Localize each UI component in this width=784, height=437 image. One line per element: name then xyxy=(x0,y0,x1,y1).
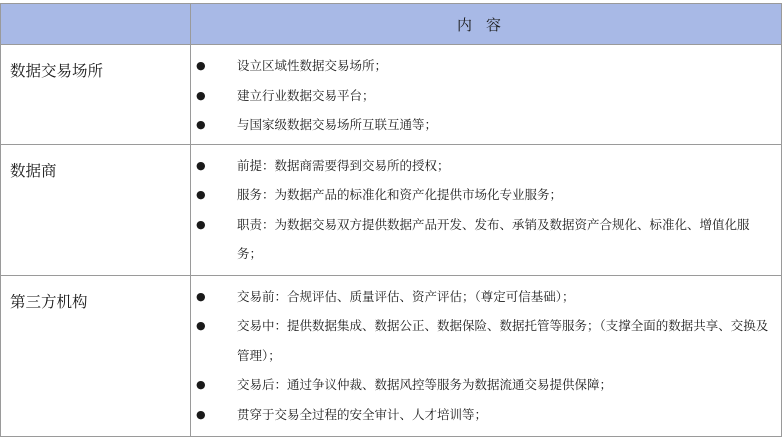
list-item xyxy=(191,210,769,269)
info-table xyxy=(0,3,782,437)
list-item xyxy=(191,311,769,370)
list-item xyxy=(191,151,769,181)
list-item-text: 交易中：提供数据集成、数据公正、数据保险、数据托管等服务；（支撑全面的数据共享、交换及管理）； xyxy=(237,318,769,363)
list-item xyxy=(191,81,769,111)
bullet-icon: ● xyxy=(196,158,206,172)
table-row xyxy=(1,275,782,436)
content-cell xyxy=(191,275,782,436)
list-item xyxy=(191,282,769,312)
bullet-icon: ● xyxy=(196,118,206,131)
list-item-text: 设立区域性数据交易场所； xyxy=(237,58,388,73)
bullet-list xyxy=(191,51,769,140)
bullet-icon: ● xyxy=(196,407,206,421)
bullet-icon: ● xyxy=(196,289,206,303)
bullet-icon: ● xyxy=(196,378,206,391)
bullet-icon: ● xyxy=(196,319,206,332)
list-item-text: 交易后：通过争议仲裁、数据风控等服务为数据流通交易提供保障； xyxy=(237,377,613,392)
list-item xyxy=(191,51,769,81)
content-cell xyxy=(191,45,782,145)
list-item-text: 服务：为数据产品的标准化和资产化提供市场化专业服务； xyxy=(237,187,563,202)
table-row xyxy=(1,144,782,275)
bullet-icon: ● xyxy=(196,188,206,201)
category-cell: 数据商 xyxy=(1,144,191,275)
list-item-text: 贯穿于交易全过程的安全审计、人才培训等； xyxy=(237,406,488,422)
category-cell: 数据交易场所 xyxy=(1,45,191,145)
list-item xyxy=(191,370,769,400)
bullet-list xyxy=(191,151,769,269)
list-item-text: 建立行业数据交易平台； xyxy=(237,87,375,103)
list-item-text: 与国家级数据交易场所互联互通等； xyxy=(237,117,438,132)
bullet-icon: ● xyxy=(196,88,206,102)
bullet-list xyxy=(191,282,769,430)
table-row xyxy=(1,45,782,145)
category-cell: 第三方机构 xyxy=(1,275,191,436)
header-cell-content: 内容 xyxy=(191,4,782,45)
content-cell xyxy=(191,144,782,275)
list-item-text: 交易前：合规评估、质量评估、资产评估；（尊定可信基础）； xyxy=(237,288,575,304)
list-item xyxy=(191,110,769,140)
bullet-icon: ● xyxy=(196,59,206,72)
header-cell-empty xyxy=(1,4,191,45)
list-item xyxy=(191,180,769,210)
header-row xyxy=(1,4,782,45)
list-item-text: 职责：为数据交易双方提供数据产品开发、发布、承销及数据资产合规化、标准化、增值化服务； xyxy=(237,216,750,261)
list-item-text: 前提：数据商需要得到交易所的授权； xyxy=(237,157,450,173)
bullet-icon: ● xyxy=(196,217,206,231)
list-item xyxy=(191,400,769,430)
